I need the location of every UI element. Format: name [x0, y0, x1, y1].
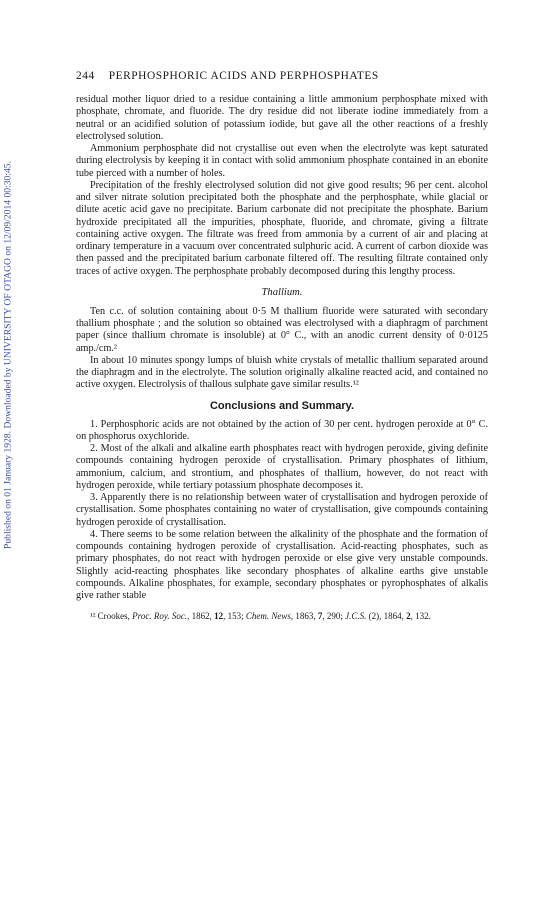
running-header	[76, 70, 488, 82]
footnote-text: , 290;	[322, 611, 346, 622]
section-heading-conclusions: Conclusions and Summary.	[209, 399, 355, 412]
footnote-volume: 12	[214, 611, 224, 622]
summary-item: 3. Apparently there is no relationship between water of crystallisation and hydrogen peroxide of crystallisation. Some phosphates containing no water of crystallisation, give compounds containing hydrogen peroxide of crystallisation.	[76, 492, 488, 528]
paragraph: Ten c.c. of solution containing about 0·5 M thallium fluoride were saturated with secondary thallium phosphate ; and the solution so obtained was electrolysed with a diaphragm of parchment paper (since thallium chromate is insoluble) at 0° C., with an anodic current density of 0·0125 amp./cm.²	[76, 305, 488, 354]
page-number: 244	[76, 70, 95, 82]
running-title: PERPHOSPHORIC ACIDS AND PERPHOSPHATES	[108, 70, 379, 82]
footnote-text: , 132.	[410, 611, 431, 622]
paragraph: Precipitation of the freshly electrolysed solution did not give good results; 96 per cent. alcohol and silver nitrate solution precipitated both the phosphate and the perphosphate, while glacial or dilute acetic acid gave no precipitate. Barium carbonate did not precipitate the phosphate. Barium hydroxide precipitated all the impurities, phosphate, fluoride, and chromate, giving a filtrate containing active oxygen. The filtrate was freed from ammonia by a current of air and placing at ordinary temperature in a vacuum over concentrated sulphuric acid. A current of carbon dioxide was then passed and the precipitated barium carbonate filtered off. The resulting filtrate contained only traces of active oxygen. The perphosphate probably decomposed during this lengthy process.	[76, 179, 488, 277]
footnote-author: Crookes,	[97, 611, 133, 622]
section-heading-thallium: Thallium.	[261, 286, 303, 298]
footnote-marker: ¹²	[90, 611, 98, 622]
paragraph: residual mother liquor dried to a residue containing a little ammonium perphosphate mixed with phosphate, chromate, and fluoride. The dry residue did not liberate iodine immediately from a neutral or an acidified solution of potassium iodide, but gave all the other reactions of a freshly electrolysed solution.	[76, 94, 488, 142]
footnote-text: , 1863,	[290, 611, 318, 622]
footnote-text: , 1862,	[187, 611, 215, 622]
footnote-journal: Proc. Roy. Soc.	[132, 611, 188, 622]
footnote	[76, 611, 488, 622]
footnote-text: (2), 1864,	[366, 611, 407, 622]
paragraph: Ammonium perphosphate did not crystallise out even when the electrolyte was kept saturated during electrolysis by keeping it in contact with solid ammonium phosphate contained in an ebonite tube pierced with a number of holes.	[76, 143, 488, 179]
page-content	[76, 70, 488, 622]
summary-item: 4. There seems to be some relation between the alkalinity of the phosphate and the formation of compounds containing hydrogen peroxide of crystallisation. Acid-reacting phosphates, such as primary phosphates, do not react with hydrogen peroxide or else give very unstable compounds. Slightly acid-reacting phosphates like secondary phosphates of alkaline earths give unstable compounds. Alkaline phosphates, for example, secondary phosphates or pyrophosphates of alkalis give rather stable	[76, 528, 488, 601]
download-watermark-text: Published on 01 January 1928. Downloaded by UNIVERSITY OF OTAGO on 12/09/2014 00:30:45.	[2, 161, 14, 549]
paragraph: In about 10 minutes spongy lumps of bluish white crystals of metallic thallium separated around the diaphragm and in the electrolyte. The solution originally alkaline reacted acid, and contained no active oxygen. Electrolysis of thallous sulphate gave similar results.¹²	[76, 354, 488, 391]
footnote-volume: 7	[317, 611, 323, 622]
download-watermark	[1, 135, 15, 575]
footnote-journal: Chem. News	[245, 611, 291, 622]
footnote-volume: 2	[406, 611, 411, 622]
footnote-journal: J.C.S.	[345, 611, 367, 622]
footnote-text: , 153;	[223, 611, 246, 622]
summary-item: 2. Most of the alkali and alkaline earth phosphates react with hydrogen peroxide, giving definite compounds containing hydrogen peroxide of crystallisation. Primary phosphates of lithium, ammonium, calcium, and strontium, and phosphates of thallium, however, do not react with hydrogen peroxide, while tertiary potassium phosphate decomposes it.	[76, 443, 488, 491]
summary-item: 1. Perphosphoric acids are not obtained by the action of 30 per cent. hydrogen peroxide at 0° C. on phosphorus oxychloride.	[76, 418, 488, 442]
